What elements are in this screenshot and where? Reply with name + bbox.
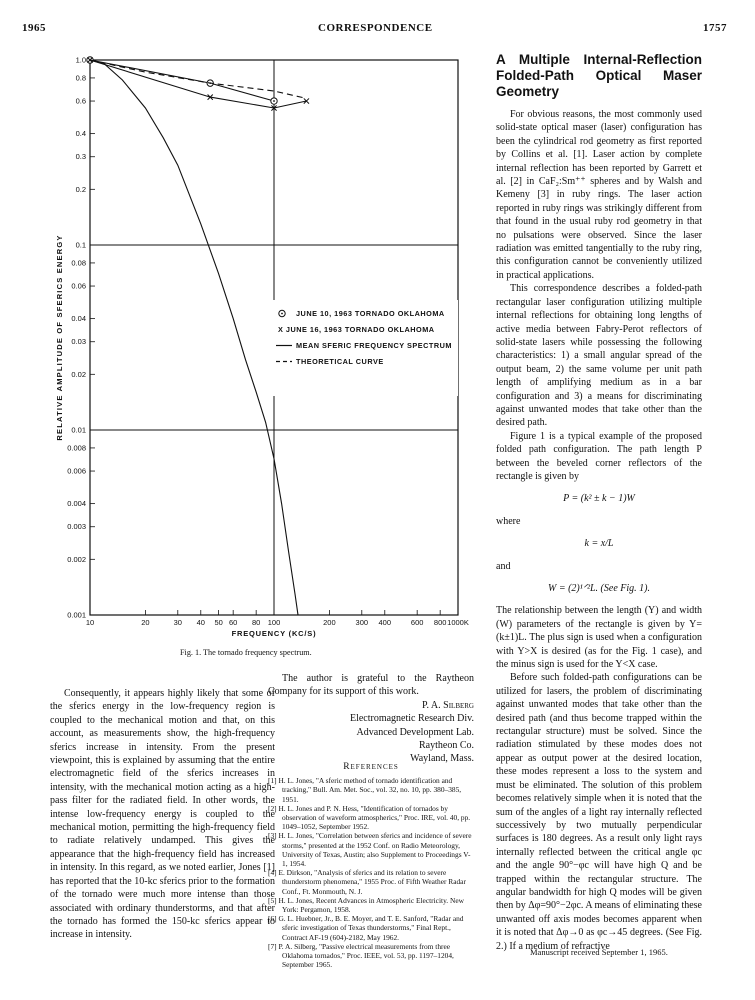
page-number-right: 1757 — [703, 22, 727, 34]
y-tick-label: 0.001 — [67, 610, 86, 620]
page-number-left: 1965 — [22, 22, 46, 34]
equation: P = (k² ± k − 1)W — [563, 493, 635, 505]
paragraph: Figure 1 is a typical example of the proposed folded path configuration. The path length P between the beveled corner reflectors of the rectangle is given by — [496, 430, 702, 482]
references — [268, 757, 474, 969]
y-tick-label: 0.3 — [75, 152, 86, 162]
x-tick-label: 40 — [196, 618, 205, 627]
paragraph: For obvious reasons, the most commonly used solid-state optical maser (laser) configuration has been the cylindrical rod geometry as first reported by Collins et al. [1]. Laser action by complete internal reflection has been reported by Garrett et al. [2] in CaF₂:Sm⁺⁺ spheres and by Walsh and Kemeny [3] in ruby rings. The laser action reported in ruby rings was strikingly different from that found in the usual ruby rod geometry in that no pulsations were observed. Since the laser radiation was emitted tangentially to the ruby ring, this configuration cannot be conveniently utilized in practical applications. — [496, 109, 702, 281]
affiliation-line: Wayland, Mass. — [410, 753, 474, 765]
paragraph: This correspondence describes a folded-path rectangular laser configuration utilizing multiple internal reflections for obtaining long lengths of active media between Fabry-Perot reflectors of solid-state lasers while possessing the following characteristics: 1) a small angular spread of the output beam, 2) the same volume per unit path length of amplifying medium as in a bar configuration and 3) a means for discriminating against unwanted modes that take other than the desired path. — [496, 283, 702, 429]
reference-item: [3] H. L. Jones, "Correlation between sferics and incidence of severe storms," presented at the 1952 Conf. on Radio Meteorology, University of Texas, Austin; also Supplement to Proceedings V-1, 1954. — [268, 831, 472, 869]
y-tick-label: 0.6 — [75, 96, 86, 106]
series-line-2 — [90, 60, 298, 615]
equation: W = (2)¹ᐟ²L. (See Fig. 1). — [548, 583, 650, 594]
affiliation-line: Electromagnetic Research Div. — [349, 713, 474, 725]
acknowledgment: The author is grateful to the Raytheon Company for its support of this work. — [268, 673, 474, 698]
x-tick-label: 1000K — [447, 618, 469, 627]
manuscript-note: Manuscript received September 1, 1965. — [530, 947, 668, 957]
left-column — [50, 687, 275, 942]
x-tick-label: 50 — [214, 618, 223, 627]
figure-caption: Fig. 1. The tornado frequency spectrum. — [180, 648, 312, 657]
paragraph: Before such folded-path configurations can be utilized for lasers, the problem of discriminating against unwanted modes that take other than the desired path (and thus become trapped within the rectangular structure) must be solved. Since the radiation stimulated by these modes does not appear as output power at the desired location, these modes represent a loss to the system and must be eliminated. The solution of this problem becomes relatively simple when it is noted that the sum of the angles of a light ray internally reflected successively by two mutually perpendicular surfaces is 180 degrees. As a result only light rays internally reflected between the critical angle φc and the angle 90°−φc will have high Q and be trapped within the rectangular structure. The angular bandwidth for high Q modes will be given then by Δφ=90°−2φc. A means of eliminating these unwanted off axis modes becomes apparent when it is noted that Δφ→0 as φc→45 degrees. (See Fig. 2.) If a medium of refractive — [496, 672, 702, 952]
author-name: P. A. Silberg — [422, 699, 474, 711]
x-axis-label: FREQUENCY (KC/S) — [231, 629, 317, 638]
y-tick-label: 0.06 — [71, 281, 86, 291]
y-tick-label: 0.04 — [71, 314, 86, 324]
y-tick-label: 0.1 — [75, 240, 86, 250]
right-column — [496, 52, 702, 953]
references-heading: References — [343, 762, 399, 772]
affiliation-line: Raytheon Co. — [419, 740, 474, 752]
connector-text: where — [496, 515, 521, 527]
x-tick-label: 400 — [378, 618, 392, 627]
equation: k = x/L — [584, 538, 614, 550]
paragraph: The relationship between the length (Y) and width (W) parameters of the rectangle is given by Y=(k±1)L. The plus sign is used when a configuration with Y>X is desired (as for the Fig. 1 case), and the minus sign is used for the Y<X case. — [496, 605, 702, 671]
y-tick-label: 0.006 — [67, 466, 86, 476]
data-point-dot — [273, 100, 275, 102]
series-line-0 — [90, 60, 274, 101]
y-tick-label: 0.02 — [71, 369, 86, 379]
y-tick-label: 0.008 — [67, 443, 86, 453]
y-tick-label: 0.002 — [67, 554, 86, 564]
y-tick-label: 0.8 — [75, 73, 86, 83]
x-tick-label: 300 — [355, 618, 369, 627]
connector-text: and — [496, 560, 511, 572]
running-head: CORRESPONDENCE — [318, 22, 433, 34]
affiliation-line: Advanced Development Lab. — [356, 726, 474, 738]
x-tick-label: 600 — [410, 618, 424, 627]
legend-label: MEAN SFERIC FREQUENCY SPECTRUM — [296, 341, 452, 350]
x-tick-label: 200 — [323, 618, 336, 627]
reference-item: [7] P. A. Silberg, "Passive electrical measurements from three Oklahoma tornados," Proc. IEEE, vol. 53, pp. 1197–1204, September 1965. — [268, 941, 454, 970]
y-tick-label: 0.004 — [67, 499, 86, 509]
x-tick-label: 80 — [251, 618, 261, 627]
legend-label: X JUNE 16, 1963 TORNADO OKLAHOMA — [278, 325, 435, 334]
legend-label: JUNE 10, 1963 TORNADO OKLAHOMA — [296, 309, 445, 318]
reference-item: [6] G. L. Huebner, Jr., B. E. Moyer, and T. E. Sanford, "Radar and sferic investigation of Texas thunderstorms," Final Rept., Contract AF-19 (604)-2182, May 1962. — [268, 914, 464, 942]
y-tick-label: 1.0 — [75, 55, 86, 65]
article-title: A Multiple Internal-Reflection Folded-Path Optical Maser Geometry — [496, 52, 702, 99]
x-tick-label: 10 — [85, 618, 95, 627]
x-tick-label: 800 — [433, 618, 447, 627]
y-tick-label: 0.4 — [75, 129, 86, 139]
middle-column — [268, 672, 474, 766]
y-axis-label: RELATIVE AMPLITUDE OF SFERICS ENERGY — [55, 234, 64, 441]
legend-symbol-dot — [281, 313, 283, 315]
y-tick-label: 0.03 — [71, 337, 86, 347]
y-tick-label: 0.08 — [71, 258, 86, 268]
paragraph: Consequently, it appears highly likely that some of the sferics energy in the low-frequency region is coupled to the mechanical motion and that, on this account, as measurements show, the high-frequency sferics increase in intensity. From the present viewpoint, this is explained by assuming that the entire electromagnetic field of the sferics increases in intensity, with the mechanical motion acting as a high-pass filter for the radiated field. In other words, the intense low-frequency energy is coupled to the mechanical motion, permitting the high-frequency field to radiate relatively undamped. This gives the appearance that the high-frequency field has increased in intensity. In this regard, as we noted earlier, Jones [1] has reported that the 10-kc sferics prior to the formation of the tornado were much more intense than those associated with ordinary thunderstorms, and that after the tornado has formed the 150-kc sferics appear to increase in intensity. — [50, 688, 275, 941]
reference-item: [1] H. L. Jones, "A sferic method of tornado identification and tracking," Bull. Am. Met. Soc., vol. 32, no. 10, pp. 380–385, 1951. — [268, 776, 462, 804]
figure-chart — [0, 45, 480, 645]
y-tick-label: 0.01 — [71, 425, 86, 435]
y-tick-label: 0.003 — [67, 522, 86, 532]
x-tick-label: 30 — [173, 618, 182, 627]
legend-label: THEORETICAL CURVE — [296, 357, 384, 366]
reference-item: [2] H. L. Jones and P. N. Hess, "Identification of tornados by observation of waveform atmospherics," Proc. IRE, vol. 40, pp. 1049–1052, September 1952. — [268, 803, 471, 832]
y-tick-label: 0.2 — [75, 184, 86, 194]
reference-item: [5] H. L. Jones, Recent Advances in Atmospheric Electricity. New York: Pergamon, 1958. — [268, 895, 464, 915]
x-tick-label: 60 — [229, 618, 238, 627]
x-tick-label: 20 — [141, 618, 150, 627]
reference-item: [4] E. Dirkson, "Analysis of sferics and its relation to severe thunderstorm phenomena," 1955 Proc. of Fifth Weather Radar Conf., Ft. Monmouth, N. J. — [268, 868, 466, 896]
x-tick-label: 100 — [267, 618, 281, 627]
